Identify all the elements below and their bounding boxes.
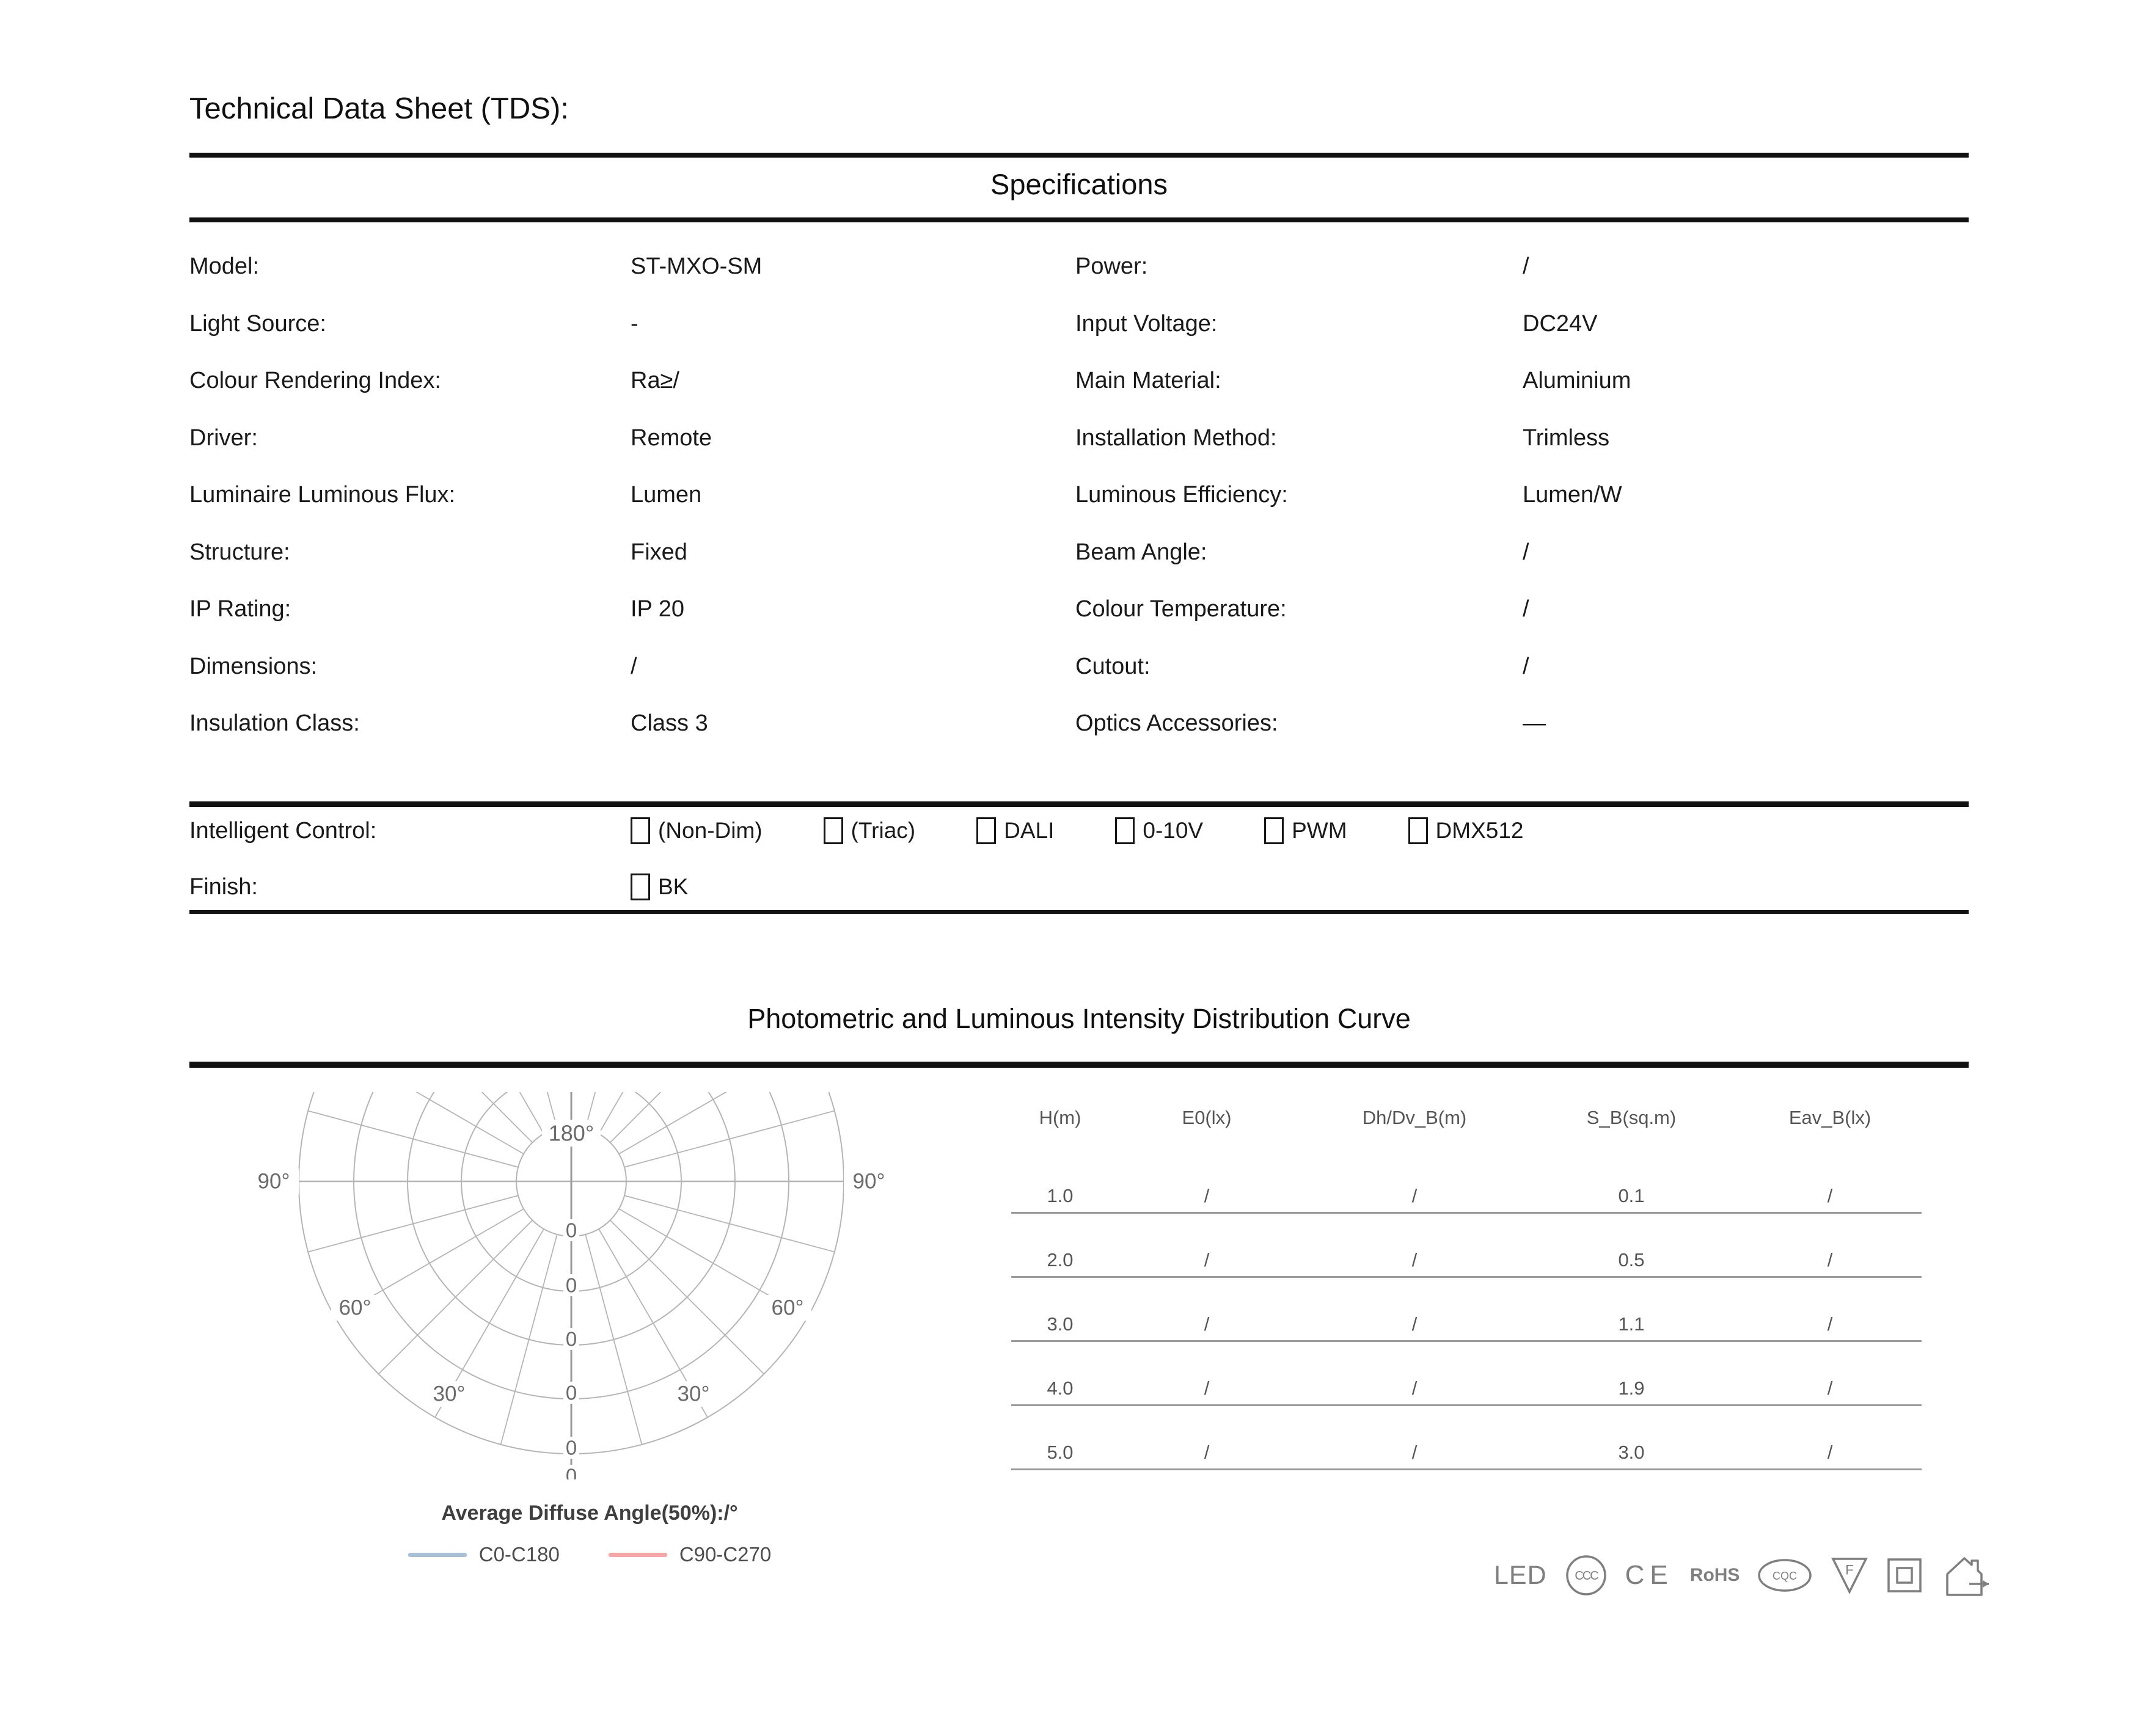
checkbox-nondim[interactable]	[631, 817, 650, 844]
spec-value: Lumen/W	[1523, 482, 1622, 508]
table-cell: 5.0	[1047, 1442, 1074, 1463]
ce-icon: CE	[1625, 1560, 1674, 1590]
spec-row	[1075, 581, 1631, 638]
polar-label-180: 180°	[548, 1120, 595, 1146]
spec-row	[189, 581, 762, 638]
divider	[189, 153, 1969, 158]
table-row	[1011, 1150, 1922, 1214]
table-cell: /	[1204, 1313, 1210, 1335]
polar-spoke	[308, 1195, 518, 1252]
checkbox-option	[1115, 817, 1203, 844]
spec-label: Luminaire Luminous Flux:	[189, 482, 456, 508]
legend-item	[408, 1543, 560, 1566]
polar-ring-value: 0	[565, 1381, 577, 1404]
table-cell: 0.1	[1618, 1185, 1645, 1206]
polar-spoke	[599, 1089, 708, 1134]
spec-row	[1075, 524, 1631, 582]
table-cell: /	[1827, 1249, 1833, 1271]
spec-value: /	[1523, 596, 1529, 622]
polar-spoke	[624, 1111, 835, 1167]
spec-label: Colour Temperature:	[1075, 596, 1287, 622]
checkbox-option	[1264, 817, 1347, 844]
divider	[189, 1062, 1969, 1068]
legend-line-swatch	[609, 1553, 667, 1557]
checkbox-option	[631, 817, 763, 844]
polar-spoke	[585, 1235, 642, 1445]
spec-label: Installation Method:	[1075, 425, 1277, 451]
spec-row	[189, 352, 762, 410]
polar-spoke	[501, 1235, 557, 1445]
finish-row	[189, 870, 688, 904]
table-cell: /	[1411, 1249, 1418, 1271]
table-cell: 0.5	[1618, 1249, 1645, 1271]
table-cell: /	[1204, 1185, 1210, 1206]
table-cell: /	[1411, 1313, 1418, 1335]
spec-label: Colour Rendering Index:	[189, 368, 441, 394]
polar-caption: Average Diffuse Angle(50%):/°	[441, 1501, 738, 1525]
spec-row	[189, 524, 762, 582]
f-triangle-icon	[1830, 1555, 1869, 1596]
spec-label: Cutout:	[1075, 653, 1151, 679]
polar-label-30-left: 30°	[433, 1382, 466, 1406]
spec-value: —	[1523, 710, 1546, 737]
cqc-icon	[1756, 1556, 1813, 1594]
spec-row	[189, 410, 762, 467]
certification-row	[1494, 1549, 1992, 1602]
spec-row	[1075, 410, 1631, 467]
spec-row	[1075, 238, 1631, 296]
checkbox-label: BK	[658, 874, 689, 899]
svg-text:CQC: CQC	[1773, 1570, 1798, 1582]
table-cell: 1.9	[1618, 1377, 1645, 1399]
table-row	[1011, 1406, 1922, 1470]
table-header-cell: E0(lx)	[1182, 1107, 1232, 1128]
spec-value: -	[631, 310, 638, 337]
table-header-cell: Dh/Dv_B(m)	[1362, 1107, 1467, 1128]
checkbox-option	[631, 873, 688, 900]
table-header-cell: Eav_B(lx)	[1788, 1107, 1871, 1128]
spec-label: Insulation Class:	[189, 710, 360, 737]
spec-label: Structure:	[189, 539, 290, 565]
spec-row	[1075, 352, 1631, 410]
table-row	[1011, 1342, 1922, 1406]
spec-value: Aluminium	[1523, 368, 1631, 394]
certification-item	[1940, 1552, 1992, 1599]
polar-spoke	[379, 1089, 533, 1142]
checkbox-option	[824, 817, 916, 844]
spec-row	[1075, 695, 1631, 753]
table-cell: /	[1827, 1377, 1833, 1399]
certification-item	[1625, 1560, 1674, 1591]
spec-value: Ra≥/	[631, 368, 679, 394]
spec-value: Class 3	[631, 710, 708, 737]
table-cell: 3.0	[1047, 1313, 1074, 1335]
spec-row	[189, 296, 762, 353]
spec-value: Trimless	[1523, 425, 1610, 451]
certification-item	[1756, 1556, 1813, 1594]
spec-label: Driver:	[189, 425, 258, 451]
spec-label: Input Voltage:	[1075, 310, 1218, 337]
spec-value: Lumen	[631, 482, 702, 508]
table-row	[1011, 1278, 1922, 1342]
spec-row	[189, 695, 762, 753]
checkbox-dali[interactable]	[976, 817, 996, 844]
spec-label: Power:	[1075, 253, 1148, 280]
spec-row	[189, 467, 762, 524]
polar-spoke	[379, 1220, 533, 1374]
spec-label: Dimensions:	[189, 653, 318, 679]
checkbox-label: 0-10V	[1143, 818, 1204, 843]
table-cell: /	[1204, 1442, 1210, 1463]
checkbox-label: PWM	[1292, 818, 1347, 843]
checkbox-label: (Non-Dim)	[658, 818, 763, 843]
led-text: LED	[1494, 1560, 1547, 1590]
checkbox-bk[interactable]	[631, 873, 650, 900]
checkbox-option	[976, 817, 1054, 844]
spec-value: DC24V	[1523, 310, 1598, 337]
table-cell: /	[1827, 1442, 1833, 1463]
polar-ring-value: 0	[565, 1436, 577, 1459]
checkbox-label: DMX512	[1435, 818, 1524, 843]
table-cell: 1.1	[1618, 1313, 1645, 1335]
spec-value: ST-MXO-SM	[631, 253, 763, 280]
spec-label: Beam Angle:	[1075, 539, 1207, 565]
table-header-row	[1011, 1107, 1922, 1150]
spec-row	[189, 238, 762, 296]
spec-column-left	[189, 238, 762, 753]
polar-spoke	[624, 1195, 835, 1252]
polar-ring-value: 0	[565, 1219, 577, 1242]
table-cell: /	[1411, 1185, 1418, 1206]
polar-spoke	[610, 1089, 764, 1142]
table-header-cell: H(m)	[1039, 1107, 1081, 1128]
divider	[189, 801, 1969, 807]
rohs-text: RoHS	[1689, 1565, 1740, 1585]
spec-value: /	[631, 653, 637, 679]
polar-spoke	[435, 1089, 544, 1134]
indoor-use-icon	[1940, 1552, 1992, 1599]
svg-text:CCC: CCC	[1574, 1569, 1598, 1583]
spec-value: Remote	[631, 425, 712, 451]
spec-label: Main Material:	[1075, 368, 1221, 394]
legend-line-swatch	[408, 1553, 467, 1557]
polar-label-60-left: 60°	[338, 1296, 371, 1320]
divider	[189, 910, 1969, 914]
checkbox-option	[1408, 817, 1524, 844]
polar-label-30-right: 30°	[677, 1382, 710, 1406]
table-header-cell: S_B(sq.m)	[1586, 1107, 1677, 1128]
checkbox-label: DALI	[1004, 818, 1055, 843]
checkbox-dmx512[interactable]	[1408, 817, 1428, 844]
svg-text:F: F	[1845, 1562, 1854, 1578]
certification-item	[1830, 1555, 1869, 1596]
table-cell: /	[1827, 1185, 1833, 1206]
spec-value: /	[1523, 253, 1529, 280]
class2-icon	[1886, 1556, 1923, 1594]
polar-label-60-right: 60°	[771, 1296, 804, 1320]
legend-label: C0-C180	[478, 1543, 560, 1566]
ccc-icon	[1564, 1553, 1609, 1598]
table-row	[1011, 1214, 1922, 1278]
spec-row	[189, 638, 762, 696]
spec-label: Luminous Efficiency:	[1075, 482, 1288, 508]
checkbox-010v[interactable]	[1115, 817, 1135, 844]
page-title: Technical Data Sheet (TDS):	[189, 92, 569, 125]
spec-label: Model:	[189, 253, 260, 280]
certification-item	[1564, 1553, 1609, 1598]
spec-row	[1075, 638, 1631, 696]
polar-ring-value: 0	[565, 1327, 577, 1351]
table-cell: 3.0	[1618, 1442, 1645, 1463]
intelligent-control-row	[189, 814, 1524, 848]
intelligent-control-label: Intelligent Control:	[189, 817, 377, 844]
finish-label: Finish:	[189, 873, 258, 900]
checkbox-triac[interactable]	[824, 817, 843, 844]
photometric-heading: Photometric and Luminous Intensity Distribution Curve	[747, 1003, 1411, 1034]
table-cell: /	[1204, 1377, 1210, 1399]
spec-value: IP 20	[631, 596, 685, 622]
spec-value: /	[1523, 539, 1529, 565]
specifications-heading: Specifications	[990, 168, 1168, 200]
spec-row	[1075, 296, 1631, 353]
polar-label-90-left: 90°	[257, 1169, 290, 1194]
spec-value: Fixed	[631, 539, 687, 565]
certification-item	[1886, 1556, 1923, 1594]
polar-ring-value: 0	[565, 1464, 577, 1479]
table-cell: /	[1411, 1377, 1418, 1399]
table-cell: 4.0	[1047, 1377, 1074, 1399]
spec-label: IP Rating:	[189, 596, 291, 622]
table-cell: /	[1827, 1313, 1833, 1335]
table-cell: 1.0	[1047, 1185, 1074, 1206]
polar-spoke	[610, 1220, 764, 1374]
spec-value: /	[1523, 653, 1529, 679]
checkbox-pwm[interactable]	[1264, 817, 1284, 844]
certification-item	[1494, 1561, 1547, 1591]
spec-column-right	[1075, 238, 1631, 753]
certification-item	[1690, 1565, 1740, 1586]
table-cell: /	[1204, 1249, 1210, 1271]
checkbox-label: (Triac)	[851, 818, 916, 843]
illuminance-table	[1011, 1107, 1922, 1470]
table-cell: 2.0	[1047, 1249, 1074, 1271]
polar-ring-value: 0	[565, 1274, 577, 1297]
table-cell: /	[1411, 1442, 1418, 1463]
legend-label: C90-C270	[679, 1543, 772, 1566]
spec-label: Light Source:	[189, 310, 326, 337]
spec-row	[1075, 467, 1631, 524]
divider	[189, 217, 1969, 222]
polar-label-90-right: 90°	[852, 1169, 885, 1194]
legend-item	[609, 1543, 771, 1566]
polar-grid-svg	[202, 1089, 910, 1479]
spec-label: Optics Accessories:	[1075, 710, 1278, 737]
photometric-polar-chart	[202, 1089, 910, 1479]
polar-legend	[202, 1543, 978, 1566]
polar-spoke	[308, 1111, 518, 1167]
